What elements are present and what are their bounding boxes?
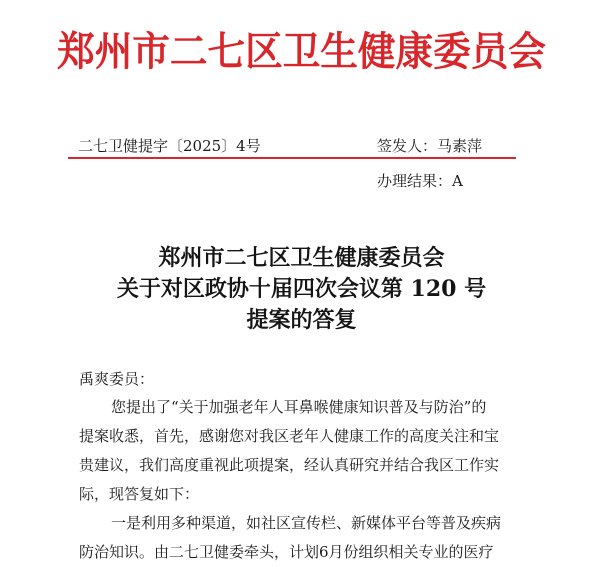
handling-result: 办理结果：A <box>377 172 463 190</box>
body-paragraph-2 <box>79 509 534 567</box>
salutation: 禹爽委员： <box>79 370 155 388</box>
paragraph-line: 贵建议，我们高度重视此项提案，经认真研究并结合我区工作实 <box>79 456 500 474</box>
paragraph-line: 一是利用多种渠道，如社区宣传栏、新媒体平台等普及疾病 <box>111 514 502 532</box>
document-number: 二七卫健提字〔2025〕4号 <box>78 137 261 155</box>
paragraph-line: 际，现答复如下： <box>79 485 200 503</box>
paragraph-line: 提案收悉，首先，感谢您对我区老年人健康工作的高度关注和宝 <box>79 427 500 445</box>
paragraph-line: 您提出了“关于加强老年人耳鼻喉健康知识普及与防治”的 <box>111 398 487 416</box>
document-title <box>0 243 603 336</box>
red-separator-line <box>68 157 516 159</box>
body-paragraph-1 <box>79 393 534 509</box>
paragraph-line: 防治知识。由二七卫健委牵头，计划6月份组织相关专业的医疗 <box>79 543 494 561</box>
signer: 签发人：马素萍 <box>377 137 483 155</box>
title-line-1: 郑州市二七区卫生健康委员会 <box>158 245 445 271</box>
title-line-3: 提案的答复 <box>246 307 357 333</box>
letterhead-org-name: 郑州市二七区卫生健康委员会 <box>57 29 546 75</box>
title-line-2: 关于对区政协十届四次会议第 120 号 <box>116 276 487 302</box>
